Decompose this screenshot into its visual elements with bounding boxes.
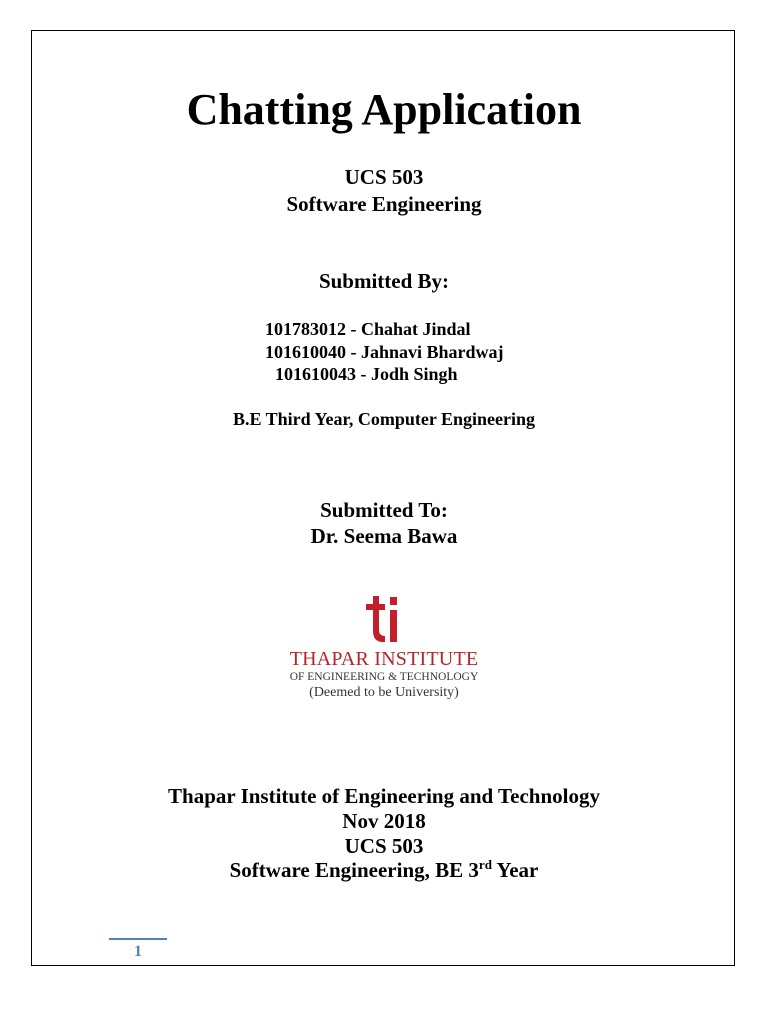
footer-course-year: [0, 857, 768, 883]
program-line: B.E Third Year, Computer Engineering: [232, 409, 536, 429]
document-title: Chatting Application: [186, 85, 582, 134]
ti-logo-mark: [362, 596, 406, 644]
logo-institute-subtitle: OF ENGINEERING & TECHNOLOGY: [289, 671, 479, 683]
student-entry: 101610043 - Jodh Singh: [275, 364, 458, 384]
submitted-by-heading: Submitted By:: [318, 269, 450, 293]
course-code: UCS 503: [344, 165, 424, 189]
logo-deemed-text: (Deemed to be University): [309, 685, 459, 700]
student-entry: 101610040 - Jahnavi Bhardwaj: [265, 342, 504, 362]
supervisor-name: Dr. Seema Bawa: [310, 524, 458, 548]
course-year-ordinal: rd: [478, 857, 492, 872]
logo-institute-name: THAPAR INSTITUTE: [289, 648, 479, 670]
page-number-rule: [109, 938, 167, 940]
institute-logo: [262, 596, 506, 708]
footer-institute: Thapar Institute of Engineering and Technology: [168, 784, 600, 808]
page-number: 1: [134, 943, 142, 960]
footer-date: Nov 2018: [342, 809, 426, 833]
footer-course-code: UCS 503: [344, 834, 424, 858]
course-year-suffix: Year: [491, 858, 539, 882]
course-year-prefix: Software Engineering, BE 3: [229, 858, 479, 882]
student-entry: 101783012 - Chahat Jindal: [265, 319, 471, 339]
submitted-to-heading: Submitted To:: [320, 498, 448, 522]
course-name: Software Engineering: [286, 192, 482, 216]
